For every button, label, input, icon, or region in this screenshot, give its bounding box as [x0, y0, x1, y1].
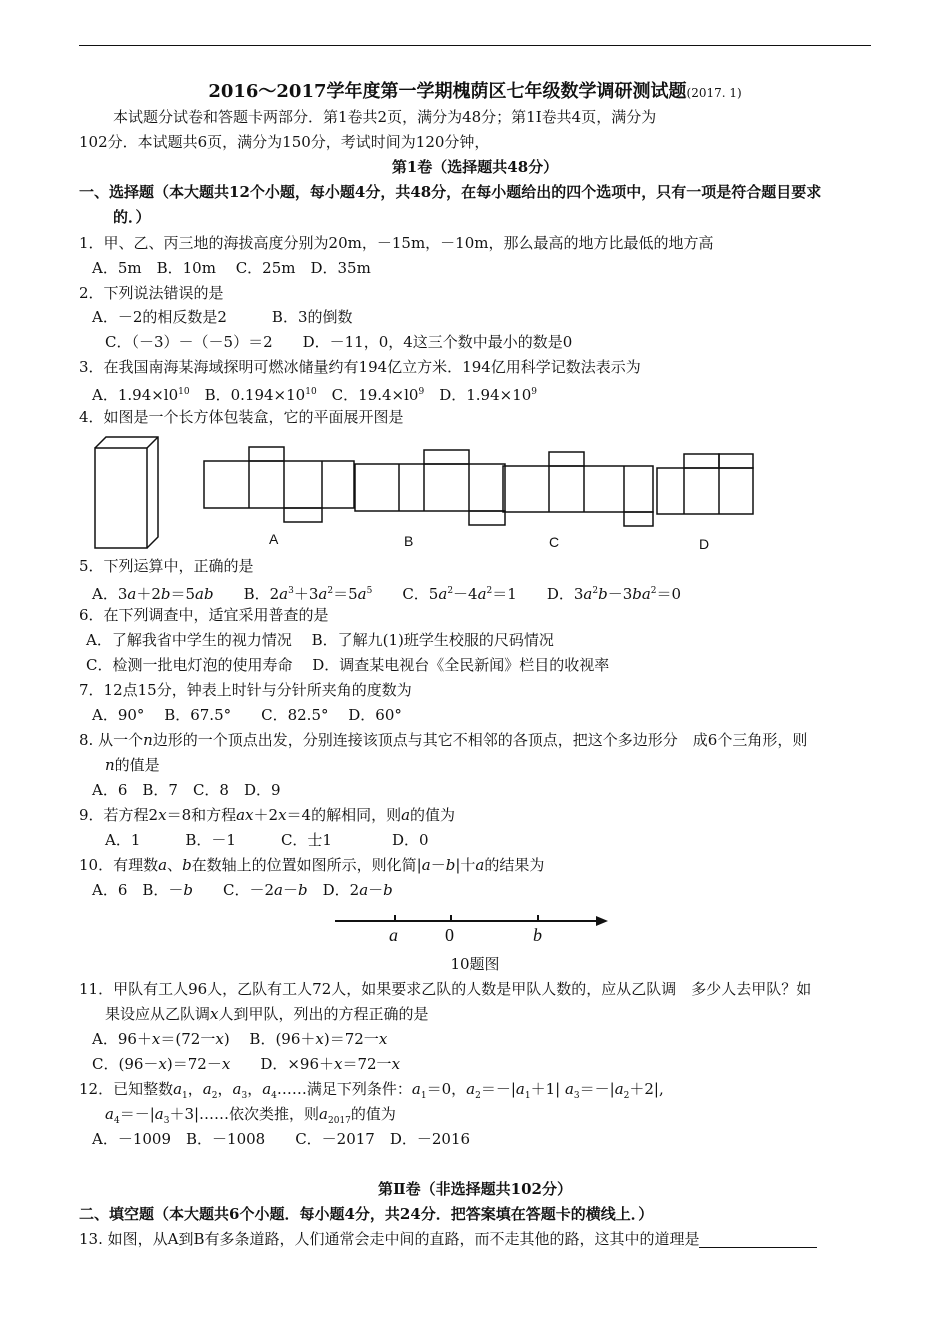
question-2: 2．下列说法错误的是	[79, 284, 224, 302]
question-3: 3．在我国南海某海域探明可燃冰储量约有194亿立方米．194亿用科学记数法表示为	[79, 358, 641, 376]
cuboid-back-edges	[95, 437, 158, 548]
section1-heading-2: 的．）	[113, 208, 151, 226]
part2-title: 第Ⅱ卷（非选择题共102分）	[378, 1180, 572, 1198]
net-label-d: D	[699, 536, 710, 552]
answer-blank[interactable]	[699, 1233, 817, 1248]
label-b: b	[533, 925, 542, 945]
net-label-a: A	[269, 531, 279, 547]
question-12-line-1: 12．已知整数$a_1$，$a_2$，$a_3$，$a_4\dots\dots$满足下列条件：$a_1=0$，$a_2=-|a_1+1|$ $a_3=-|a_2+2|$,	[79, 1080, 664, 1101]
question-7: 7．12点15分，钟表上时针与分针所夹角的度数为	[79, 681, 412, 699]
question-6-options-1: A．了解我省中学生的视力情况 B．了解九(1)班学生校服的尺码情况	[86, 631, 554, 649]
intro-line-2: 102分．本试题共6页，满分为150分，考试时间为120分钟，	[79, 133, 490, 151]
question-11-options-2: C．(96－x)＝72－x D．×96＋x＝72一x	[92, 1055, 401, 1073]
question-2-options-1: A．－2的相反数是2 B．3的倒数	[92, 308, 353, 326]
figure-10-caption: 10题图	[450, 955, 500, 973]
arrow-icon	[596, 916, 608, 926]
net-option-d	[657, 454, 753, 514]
question-8-line-1: 8. 从一个n边形的一个顶点出发，分别连接该顶点与其它不相邻的各顶点，把这个多边形分 成6个三角形，则	[79, 731, 808, 749]
question-2-options-2: C．（－3）－（－5）＝2 D．－11，0，4这三个数中最小的数是0	[105, 333, 573, 351]
label-a: a	[389, 925, 398, 945]
cuboid-edge	[147, 437, 158, 448]
question-12-line-2: $a_4=-|a_3+3|\dots\dots$依次类推，则$a_{2017}$的值为	[105, 1105, 396, 1126]
question-4-figure	[79, 430, 779, 555]
question-5-options: A．3a＋2b＝5ab B．$2a^3+3a^2=5a^5$ C．$5a^2-4a^2=1$ D．$3a^2b-3ba^2=0$	[92, 585, 682, 603]
question-8-line-2: n的值是	[105, 756, 160, 774]
question-9: 9．若方程2x＝8和方程ax＋2x＝4的解相同，则a的值为	[79, 806, 456, 824]
header-rule	[79, 45, 871, 46]
question-7-options: A．90° B．67.5° C．82.5° D．60°	[92, 706, 402, 724]
number-line-figure	[330, 905, 615, 945]
net-option-c	[503, 452, 653, 526]
question-8-options: A．6 B．7 C．8 D．9	[92, 781, 281, 799]
net-option-a	[204, 447, 354, 522]
section1-heading-1: 一、选择题（本大题共12个小题，每小题4分，共48分，在每小题给出的四个选项中，只有一项是符合题目要求	[79, 183, 822, 201]
question-11-line-1: 11．甲队有工人96人，乙队有工人72人，如果要求乙队的人数是甲队人数的，应从乙队调 多少人去甲队？如	[79, 980, 812, 998]
intro-line-1: 本试题分试卷和答题卡两部分．第1卷共2页，满分为48分；第1I卷共4页，满分为	[113, 108, 657, 126]
net-label-c: C	[549, 534, 560, 550]
question-11-line-2: 果设应从乙队调x人到甲队，列出的方程正确的是	[105, 1005, 429, 1023]
question-6-options-2: C．检测一批电灯泡的使用寿命 D．调查某电视台《全民新闻》栏目的收视率	[86, 656, 610, 674]
question-1-options: A．5m B．10m C．25m D．35m	[92, 259, 371, 277]
question-5: 5．下列运算中，正确的是	[79, 557, 254, 575]
question-4: 4．如图是一个长方体包装盒，它的平面展开图是	[79, 408, 404, 426]
question-12-options: A．－1009 B．－1008 C．－2017 D．－2016	[92, 1130, 471, 1148]
section2-heading: 二、填空题（本大题共6个小题．每小题4分，共24分．把答案填在答题卡的横线上．）	[79, 1205, 654, 1223]
question-10: 10．有理数a、b在数轴上的位置如图所示，则化简|a－b|十a的结果为	[79, 856, 545, 874]
page-title: 2016～2017学年度第一学期槐荫区七年级数学调研测试题(2017. 1)	[208, 81, 742, 102]
part1-title: 第1卷（选择题共48分）	[391, 158, 559, 176]
question-3-options: A．$1.94\times l0^{10}$ B．$0.194\times 10^{10}$ C．$19.4\times l0^9$ D．$1.94\times 10^9$	[92, 386, 538, 404]
label-zero: 0	[445, 925, 454, 945]
net-label-b: B	[404, 533, 414, 549]
question-1: 1．甲、乙、丙三地的海拔高度分别为20m，－15m，－10m，那么最高的地方比最低的地方高	[79, 234, 714, 252]
question-9-options: A．1 B．－1 C．士1 D．0	[105, 831, 429, 849]
question-6: 6．在下列调查中，适宜采用普查的是	[79, 606, 329, 624]
question-11-options-1: A．96＋x＝(72一x) B．(96＋x)＝72一x	[92, 1030, 388, 1048]
question-13: 13. 如图，从A到B有多条道路，人们通常会走中间的直路，而不走其他的路，这其中的道理是	[79, 1230, 817, 1248]
question-10-options: A．6 B．－b C．－2a－b D．2a－b	[92, 881, 393, 899]
cuboid-front-face	[95, 448, 147, 548]
net-option-b	[355, 450, 505, 525]
